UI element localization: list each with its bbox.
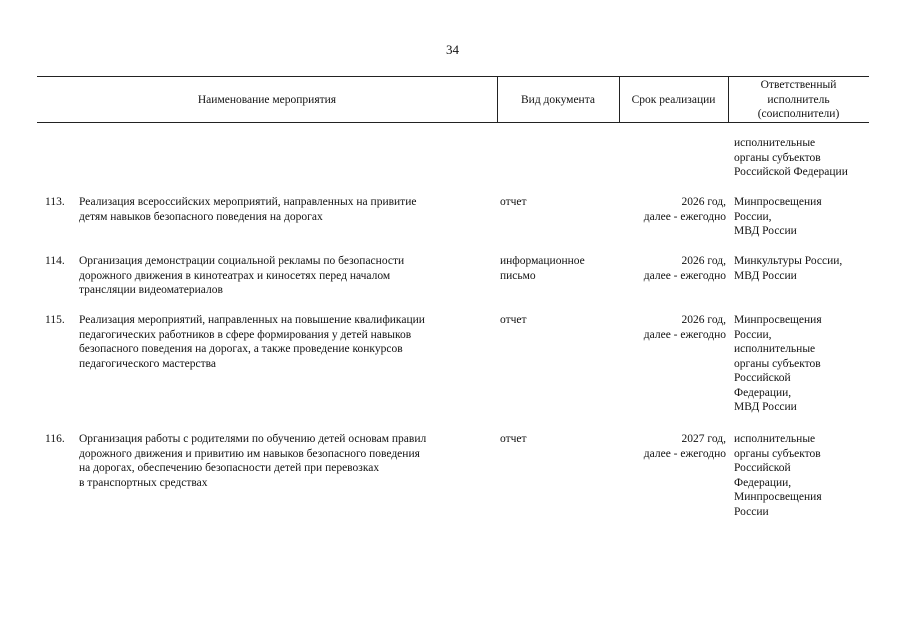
row-doc-type: отчет [500,433,527,445]
header-name: Наименование мероприятия [197,94,337,106]
row-number: 113. [45,196,65,208]
header-term: Срок реализации [631,94,716,106]
page-number: 34 [446,42,459,57]
row-term: 2027 год, далее - ежегодно [643,433,726,460]
row-executors: Минпросвещения России, исполнительные органы субъектов Российской Федерации, МВД России [734,314,822,413]
row-name: Организация демонстрации социальной рекламы по безопасности дорожного движения в кинотеатрах и киносетях перед началом трансляции видеоматериалов [79,255,405,296]
row-name: Реализация всероссийских мероприятий, направленных на привитие детям навыков безопасного поведения на дорогах [79,196,417,223]
row-executors: исполнительные органы субъектов Российской Федерации, Минпросвещения России [734,433,822,518]
row-term: 2026 год, далее - ежегодно [643,314,726,341]
header-executors: Ответственный исполнитель (соисполнители) [757,79,840,120]
row-doc-type: отчет [500,314,527,326]
row-executors: исполнительные органы субъектов Российской Федерации [734,137,848,178]
row-doc-type: информационное письмо [500,255,585,282]
row-name: Реализация мероприятий, направленных на повышение квалификации педагогических работников в сфере формирования у детей навыков безопасного поведения на дорогах, а также проведение конкурсов педагогического мастерства [79,314,425,370]
header-doc-type: Вид документа [521,94,595,106]
row-name: Организация работы с родителями по обучению детей основам правил дорожного движения и привитию им навыков безопасного поведения на дорогах, обеспечению безопасности детей при перевозках в транспортных средствах [79,433,427,489]
row-number: 115. [45,314,65,326]
table-header-rule [37,122,869,123]
row-number: 116. [45,433,65,445]
row-number: 114. [45,255,65,267]
row-executors: Минпросвещения России, МВД России [734,196,822,237]
row-term: 2026 год, далее - ежегодно [643,255,726,282]
row-executors: Минкультуры России, МВД России [734,255,843,282]
table-top-rule [37,76,869,77]
row-doc-type: отчет [500,196,527,208]
row-term: 2026 год, далее - ежегодно [643,196,726,223]
